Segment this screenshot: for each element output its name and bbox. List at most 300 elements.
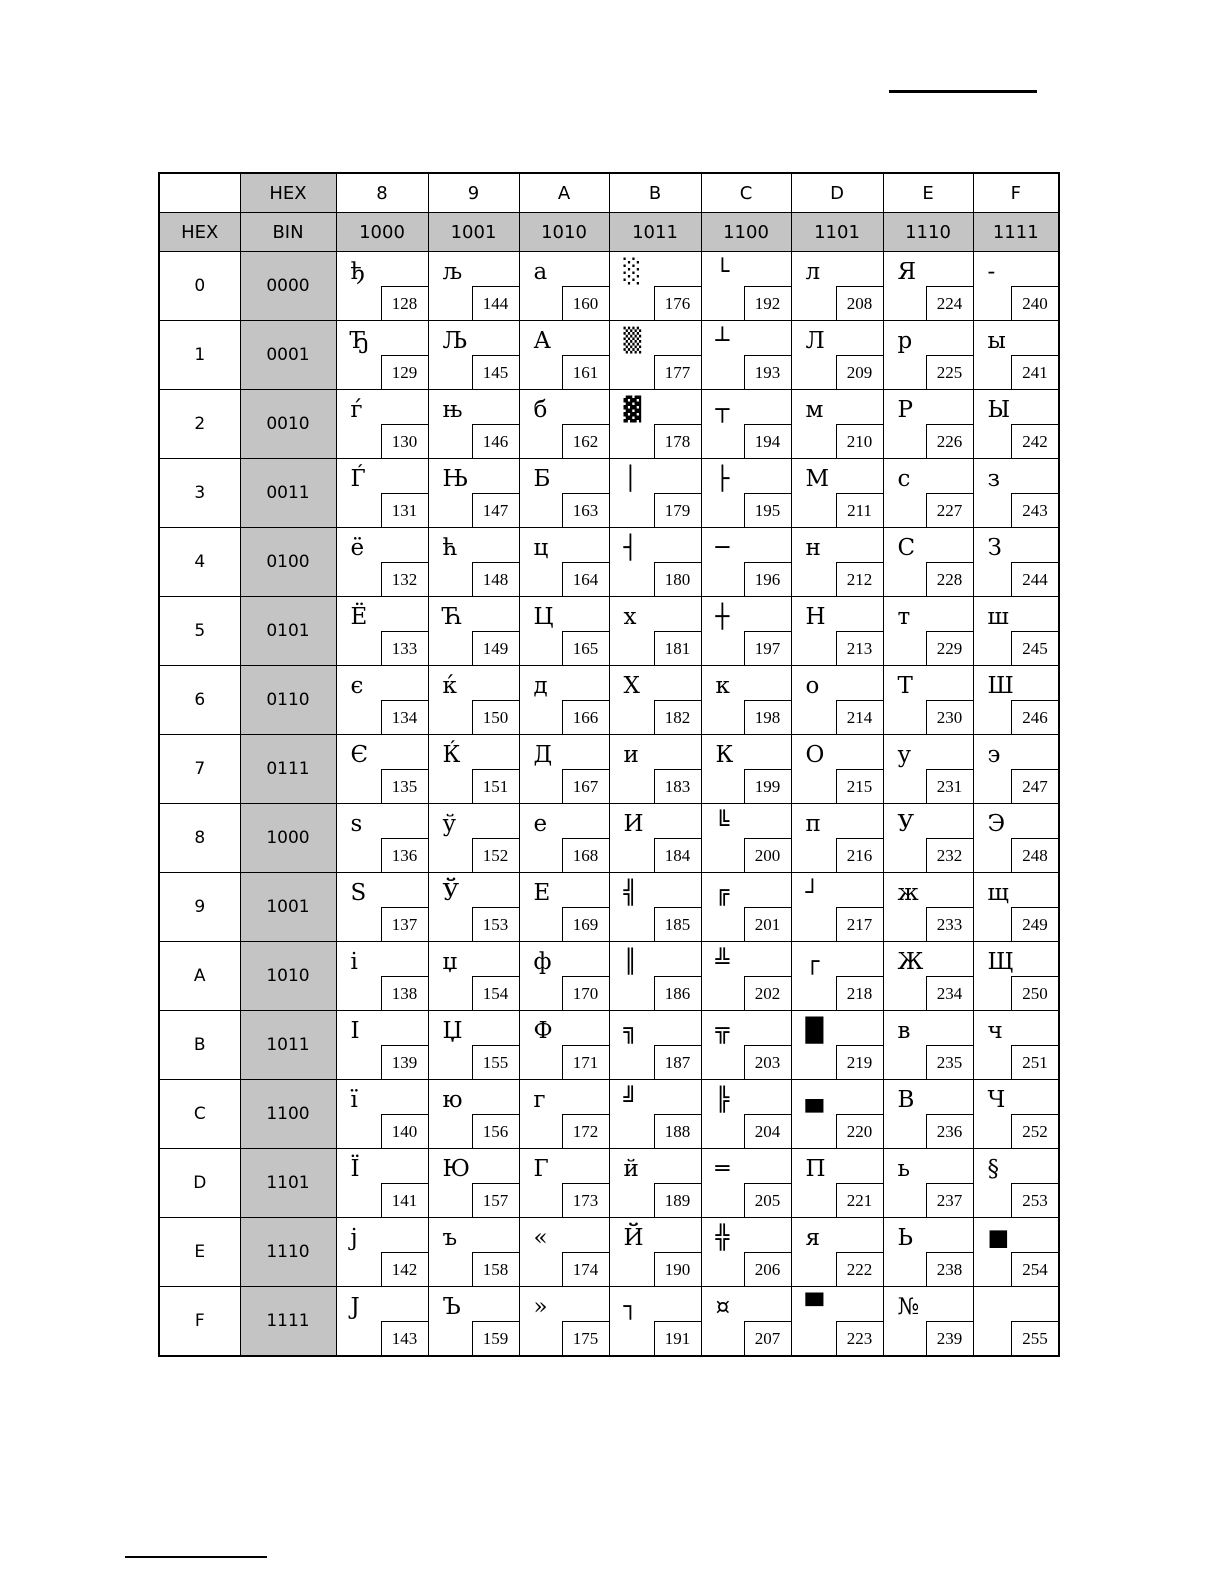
char-cell — [609, 1011, 701, 1080]
char-code: 216 — [836, 838, 883, 872]
char-cell — [701, 1287, 791, 1357]
char-code: 202 — [744, 976, 791, 1010]
char-cell — [609, 735, 701, 804]
char-code: 209 — [836, 355, 883, 389]
col-bin-header: 1011 — [609, 213, 701, 252]
char-cell — [791, 459, 883, 528]
char-cell — [973, 942, 1059, 1011]
char-glyph: Џ — [442, 1018, 463, 1044]
char-cell — [336, 666, 428, 735]
table-row — [159, 1080, 1059, 1149]
char-cell — [701, 804, 791, 873]
char-cell — [973, 321, 1059, 390]
col-hex-header: E — [883, 173, 973, 213]
row-hex-value: E — [159, 1218, 240, 1287]
char-cell — [883, 804, 973, 873]
row-bin-value: 0100 — [240, 528, 336, 597]
char-cell — [428, 873, 519, 942]
char-glyph: ┤ — [623, 535, 638, 561]
char-code: 164 — [562, 562, 609, 596]
char-glyph: ¤ — [715, 1294, 731, 1320]
char-cell — [973, 873, 1059, 942]
row-hex-value: C — [159, 1080, 240, 1149]
char-cell — [701, 321, 791, 390]
char-glyph: │ — [623, 466, 638, 492]
char-glyph: ┘ — [805, 880, 820, 906]
char-glyph: г — [533, 1087, 546, 1113]
char-glyph: ┼ — [715, 604, 730, 630]
row-hex-value: B — [159, 1011, 240, 1080]
char-code: 168 — [562, 838, 609, 872]
char-cell — [428, 321, 519, 390]
table-row — [159, 942, 1059, 1011]
char-cell — [428, 597, 519, 666]
char-glyph: Ш — [987, 673, 1014, 699]
char-glyph: Н — [805, 604, 826, 630]
char-cell — [973, 735, 1059, 804]
col-bin-header: 1100 — [701, 213, 791, 252]
char-glyph: љ — [442, 259, 462, 285]
char-code: 149 — [472, 631, 519, 665]
char-glyph: Д — [533, 742, 553, 768]
table-row — [159, 873, 1059, 942]
char-code: 198 — [744, 700, 791, 734]
char-cell — [609, 804, 701, 873]
char-code: 208 — [836, 286, 883, 320]
char-code: 236 — [926, 1114, 973, 1148]
char-code: 148 — [472, 562, 519, 596]
char-glyph: т — [897, 604, 911, 630]
char-glyph: З — [987, 535, 1002, 561]
char-glyph: щ — [987, 880, 1009, 906]
char-cell — [701, 252, 791, 321]
col-hex-header: 9 — [428, 173, 519, 213]
char-glyph: » — [533, 1294, 548, 1320]
char-code: 179 — [654, 493, 701, 527]
char-glyph: ы — [987, 328, 1006, 354]
char-glyph: Р — [897, 397, 913, 423]
char-code: 203 — [744, 1045, 791, 1079]
char-glyph: ь — [897, 1156, 911, 1182]
row-hex-value: 2 — [159, 390, 240, 459]
char-code: 137 — [381, 907, 428, 941]
char-glyph: Ў — [442, 880, 460, 906]
char-code: 178 — [654, 424, 701, 458]
char-glyph: ╗ — [623, 1018, 638, 1044]
char-glyph: Ю — [442, 1156, 470, 1182]
row-hex-value: F — [159, 1287, 240, 1357]
char-cell — [609, 942, 701, 1011]
char-glyph: § — [987, 1156, 999, 1182]
char-cell — [428, 252, 519, 321]
char-cell — [791, 390, 883, 459]
char-cell — [883, 390, 973, 459]
char-code: 170 — [562, 976, 609, 1010]
char-cell — [701, 1080, 791, 1149]
char-cell — [336, 528, 428, 597]
char-code: 183 — [654, 769, 701, 803]
char-code: 141 — [381, 1183, 428, 1217]
char-glyph: џ — [442, 949, 458, 975]
char-code: 159 — [472, 1321, 519, 1355]
header-row-bin — [159, 213, 1059, 252]
char-code: 144 — [472, 286, 519, 320]
char-code: 193 — [744, 355, 791, 389]
char-code: 239 — [926, 1321, 973, 1355]
char-glyph: ў — [442, 811, 457, 837]
char-code: 240 — [1011, 286, 1058, 320]
char-code: 184 — [654, 838, 701, 872]
char-code: 180 — [654, 562, 701, 596]
char-cell — [609, 528, 701, 597]
char-cell — [428, 1080, 519, 1149]
row-bin-value: 0110 — [240, 666, 336, 735]
char-glyph: ╦ — [715, 1018, 730, 1044]
char-cell — [791, 1149, 883, 1218]
char-glyph: ъ — [442, 1225, 458, 1251]
char-cell — [609, 666, 701, 735]
char-code: 165 — [562, 631, 609, 665]
char-cell — [428, 528, 519, 597]
char-glyph: Ё — [350, 604, 368, 630]
table-row — [159, 1011, 1059, 1080]
char-glyph: ╔ — [715, 880, 730, 906]
char-cell — [519, 597, 609, 666]
char-glyph: « — [533, 1225, 548, 1251]
char-cell — [336, 873, 428, 942]
char-cell — [519, 459, 609, 528]
char-glyph: р — [897, 328, 913, 354]
row-bin-value: 0011 — [240, 459, 336, 528]
row-hex-value: 0 — [159, 252, 240, 321]
char-cell — [791, 666, 883, 735]
char-code: 146 — [472, 424, 519, 458]
char-cell — [428, 390, 519, 459]
char-glyph: Ћ — [442, 604, 463, 630]
char-cell — [428, 1218, 519, 1287]
char-code: 217 — [836, 907, 883, 941]
char-code: 212 — [836, 562, 883, 596]
row-hex-value: 4 — [159, 528, 240, 597]
header-rule — [889, 90, 1037, 93]
col-hex-header: D — [791, 173, 883, 213]
char-glyph: п — [805, 811, 821, 837]
char-code: 223 — [836, 1321, 883, 1355]
table-row — [159, 597, 1059, 666]
row-bin-value: 1111 — [240, 1287, 336, 1357]
row-hex-value: 9 — [159, 873, 240, 942]
char-glyph: ц — [533, 535, 549, 561]
char-glyph: ║ — [623, 949, 638, 975]
col-hex-header: A — [519, 173, 609, 213]
char-glyph: э — [987, 742, 1001, 768]
char-code: 130 — [381, 424, 428, 458]
char-glyph: у — [897, 742, 912, 768]
char-code: 207 — [744, 1321, 791, 1355]
char-glyph: С — [897, 535, 916, 561]
char-cell — [519, 390, 609, 459]
char-code: 173 — [562, 1183, 609, 1217]
char-cell — [609, 873, 701, 942]
char-code: 166 — [562, 700, 609, 734]
char-cell — [336, 1080, 428, 1149]
char-code: 232 — [926, 838, 973, 872]
char-cell — [609, 1080, 701, 1149]
char-glyph: ќ — [442, 673, 457, 699]
char-code: 182 — [654, 700, 701, 734]
char-glyph: В — [897, 1087, 915, 1113]
char-glyph: ░ — [623, 259, 642, 285]
char-glyph: █ — [805, 1018, 824, 1044]
char-code: 218 — [836, 976, 883, 1010]
char-cell — [883, 597, 973, 666]
char-glyph: с — [897, 466, 911, 492]
char-cell — [883, 666, 973, 735]
char-code: 250 — [1011, 976, 1058, 1010]
char-cell — [701, 1218, 791, 1287]
char-cell — [701, 666, 791, 735]
char-code: 191 — [654, 1321, 701, 1355]
char-code: 213 — [836, 631, 883, 665]
row-bin-value: 1011 — [240, 1011, 336, 1080]
char-cell — [336, 597, 428, 666]
char-cell — [336, 390, 428, 459]
char-glyph: Ж — [897, 949, 924, 975]
char-code: 156 — [472, 1114, 519, 1148]
char-glyph: ╝ — [623, 1087, 638, 1113]
char-cell — [791, 528, 883, 597]
char-cell — [973, 1218, 1059, 1287]
char-code: 221 — [836, 1183, 883, 1217]
table-row — [159, 1287, 1059, 1357]
char-cell — [883, 459, 973, 528]
char-glyph: и — [623, 742, 639, 768]
col-hex-header: 8 — [336, 173, 428, 213]
char-glyph: Б — [533, 466, 551, 492]
char-code: 252 — [1011, 1114, 1058, 1148]
char-cell — [701, 873, 791, 942]
char-glyph: М — [805, 466, 830, 492]
char-glyph: Љ — [442, 328, 468, 354]
char-code: 172 — [562, 1114, 609, 1148]
char-glyph: ┌ — [805, 949, 820, 975]
char-code: 135 — [381, 769, 428, 803]
char-cell — [973, 1011, 1059, 1080]
char-cell — [701, 735, 791, 804]
char-glyph: ╚ — [715, 811, 730, 837]
header-row-hex — [159, 173, 1059, 213]
table-row — [159, 528, 1059, 597]
char-glyph: Т — [897, 673, 913, 699]
char-cell — [701, 597, 791, 666]
char-glyph: ё — [350, 535, 365, 561]
char-cell — [973, 390, 1059, 459]
char-code: 129 — [381, 355, 428, 389]
char-code: 145 — [472, 355, 519, 389]
row-hex-value: D — [159, 1149, 240, 1218]
char-cell — [428, 1011, 519, 1080]
char-code: 153 — [472, 907, 519, 941]
char-code: 197 — [744, 631, 791, 665]
char-cell — [883, 873, 973, 942]
char-glyph: Л — [805, 328, 825, 354]
char-cell — [336, 321, 428, 390]
char-cell — [973, 666, 1059, 735]
col-bin-header: 1111 — [973, 213, 1059, 252]
char-code: 177 — [654, 355, 701, 389]
char-cell — [701, 1149, 791, 1218]
table-row — [159, 735, 1059, 804]
char-code: 147 — [472, 493, 519, 527]
char-cell — [519, 942, 609, 1011]
char-cell — [609, 1287, 701, 1357]
char-cell — [428, 1287, 519, 1357]
char-cell — [428, 804, 519, 873]
char-cell — [973, 1149, 1059, 1218]
char-code: 154 — [472, 976, 519, 1010]
char-cell — [791, 873, 883, 942]
char-code: 128 — [381, 286, 428, 320]
char-code: 143 — [381, 1321, 428, 1355]
char-code: 138 — [381, 976, 428, 1010]
char-glyph: Й — [623, 1225, 644, 1251]
char-glyph: б — [533, 397, 548, 423]
char-code: 171 — [562, 1045, 609, 1079]
char-cell — [609, 321, 701, 390]
char-glyph: ╩ — [715, 949, 730, 975]
char-code: 150 — [472, 700, 519, 734]
char-glyph: ћ — [442, 535, 458, 561]
row-bin-value: 0000 — [240, 252, 336, 321]
char-glyph: ▒ — [623, 328, 642, 354]
char-glyph: л — [805, 259, 821, 285]
char-code: 210 — [836, 424, 883, 458]
char-cell — [791, 1080, 883, 1149]
char-code: 176 — [654, 286, 701, 320]
char-cell — [883, 1080, 973, 1149]
char-glyph: ж — [897, 880, 919, 906]
char-cell — [791, 597, 883, 666]
char-cell — [701, 1011, 791, 1080]
char-code: 231 — [926, 769, 973, 803]
char-glyph: Ы — [987, 397, 1011, 423]
char-cell — [701, 459, 791, 528]
char-code: 201 — [744, 907, 791, 941]
table-row — [159, 321, 1059, 390]
char-code: 215 — [836, 769, 883, 803]
char-cell — [519, 735, 609, 804]
row-bin-value: 1010 — [240, 942, 336, 1011]
char-code: 225 — [926, 355, 973, 389]
char-code: 196 — [744, 562, 791, 596]
char-code: 228 — [926, 562, 973, 596]
row-hex-value: 6 — [159, 666, 240, 735]
char-code: 162 — [562, 424, 609, 458]
char-cell — [883, 321, 973, 390]
char-cell — [609, 1218, 701, 1287]
char-code: 246 — [1011, 700, 1058, 734]
char-glyph: - — [987, 259, 996, 285]
char-code: 206 — [744, 1252, 791, 1286]
char-code: 241 — [1011, 355, 1058, 389]
row-hex-label: HEX — [159, 213, 240, 252]
row-hex-value: 8 — [159, 804, 240, 873]
col-hex-header: B — [609, 173, 701, 213]
char-cell — [428, 459, 519, 528]
footer-rule — [125, 1556, 267, 1558]
row-hex-value: A — [159, 942, 240, 1011]
char-cell — [791, 1287, 883, 1357]
char-code: 160 — [562, 286, 609, 320]
char-code: 142 — [381, 1252, 428, 1286]
char-code: 255 — [1011, 1321, 1058, 1355]
char-cell — [428, 735, 519, 804]
char-code: 227 — [926, 493, 973, 527]
char-code: 151 — [472, 769, 519, 803]
char-code: 134 — [381, 700, 428, 734]
col-hex-header: F — [973, 173, 1059, 213]
char-glyph: ▓ — [623, 397, 642, 423]
row-hex-value: 7 — [159, 735, 240, 804]
table-row — [159, 804, 1059, 873]
char-code: 248 — [1011, 838, 1058, 872]
char-code: 243 — [1011, 493, 1058, 527]
char-code: 238 — [926, 1252, 973, 1286]
char-glyph: А — [533, 328, 551, 354]
char-code: 133 — [381, 631, 428, 665]
char-glyph: д — [533, 673, 548, 699]
char-cell — [609, 1149, 701, 1218]
char-cell — [519, 1218, 609, 1287]
row-bin-value: 0111 — [240, 735, 336, 804]
char-code: 253 — [1011, 1183, 1058, 1217]
char-glyph: j — [350, 1225, 358, 1251]
char-cell — [609, 597, 701, 666]
char-code: 169 — [562, 907, 609, 941]
char-glyph: ╬ — [715, 1225, 730, 1251]
char-glyph: a — [533, 259, 548, 285]
char-code: 222 — [836, 1252, 883, 1286]
char-glyph: ђ — [350, 259, 365, 285]
char-cell — [336, 459, 428, 528]
char-glyph: й — [623, 1156, 639, 1182]
char-glyph: S — [350, 880, 367, 906]
char-glyph: Ќ — [442, 742, 461, 768]
char-code: 200 — [744, 838, 791, 872]
char-glyph: Ф — [533, 1018, 553, 1044]
char-glyph: ├ — [715, 466, 730, 492]
char-cell — [973, 528, 1059, 597]
char-code: 188 — [654, 1114, 701, 1148]
row-bin-value: 0010 — [240, 390, 336, 459]
char-glyph: ┐ — [623, 1294, 638, 1320]
char-glyph: в — [897, 1018, 911, 1044]
char-cell — [973, 252, 1059, 321]
char-code: 235 — [926, 1045, 973, 1079]
char-glyph: ю — [442, 1087, 463, 1113]
char-glyph: ▄ — [805, 1087, 824, 1113]
char-glyph: Ц — [533, 604, 554, 630]
char-cell — [791, 1218, 883, 1287]
char-glyph: Ч — [987, 1087, 1006, 1113]
char-glyph: м — [805, 397, 824, 423]
char-code: 163 — [562, 493, 609, 527]
char-code: 199 — [744, 769, 791, 803]
char-cell — [428, 666, 519, 735]
char-cell — [791, 804, 883, 873]
char-code: 233 — [926, 907, 973, 941]
char-code: 161 — [562, 355, 609, 389]
